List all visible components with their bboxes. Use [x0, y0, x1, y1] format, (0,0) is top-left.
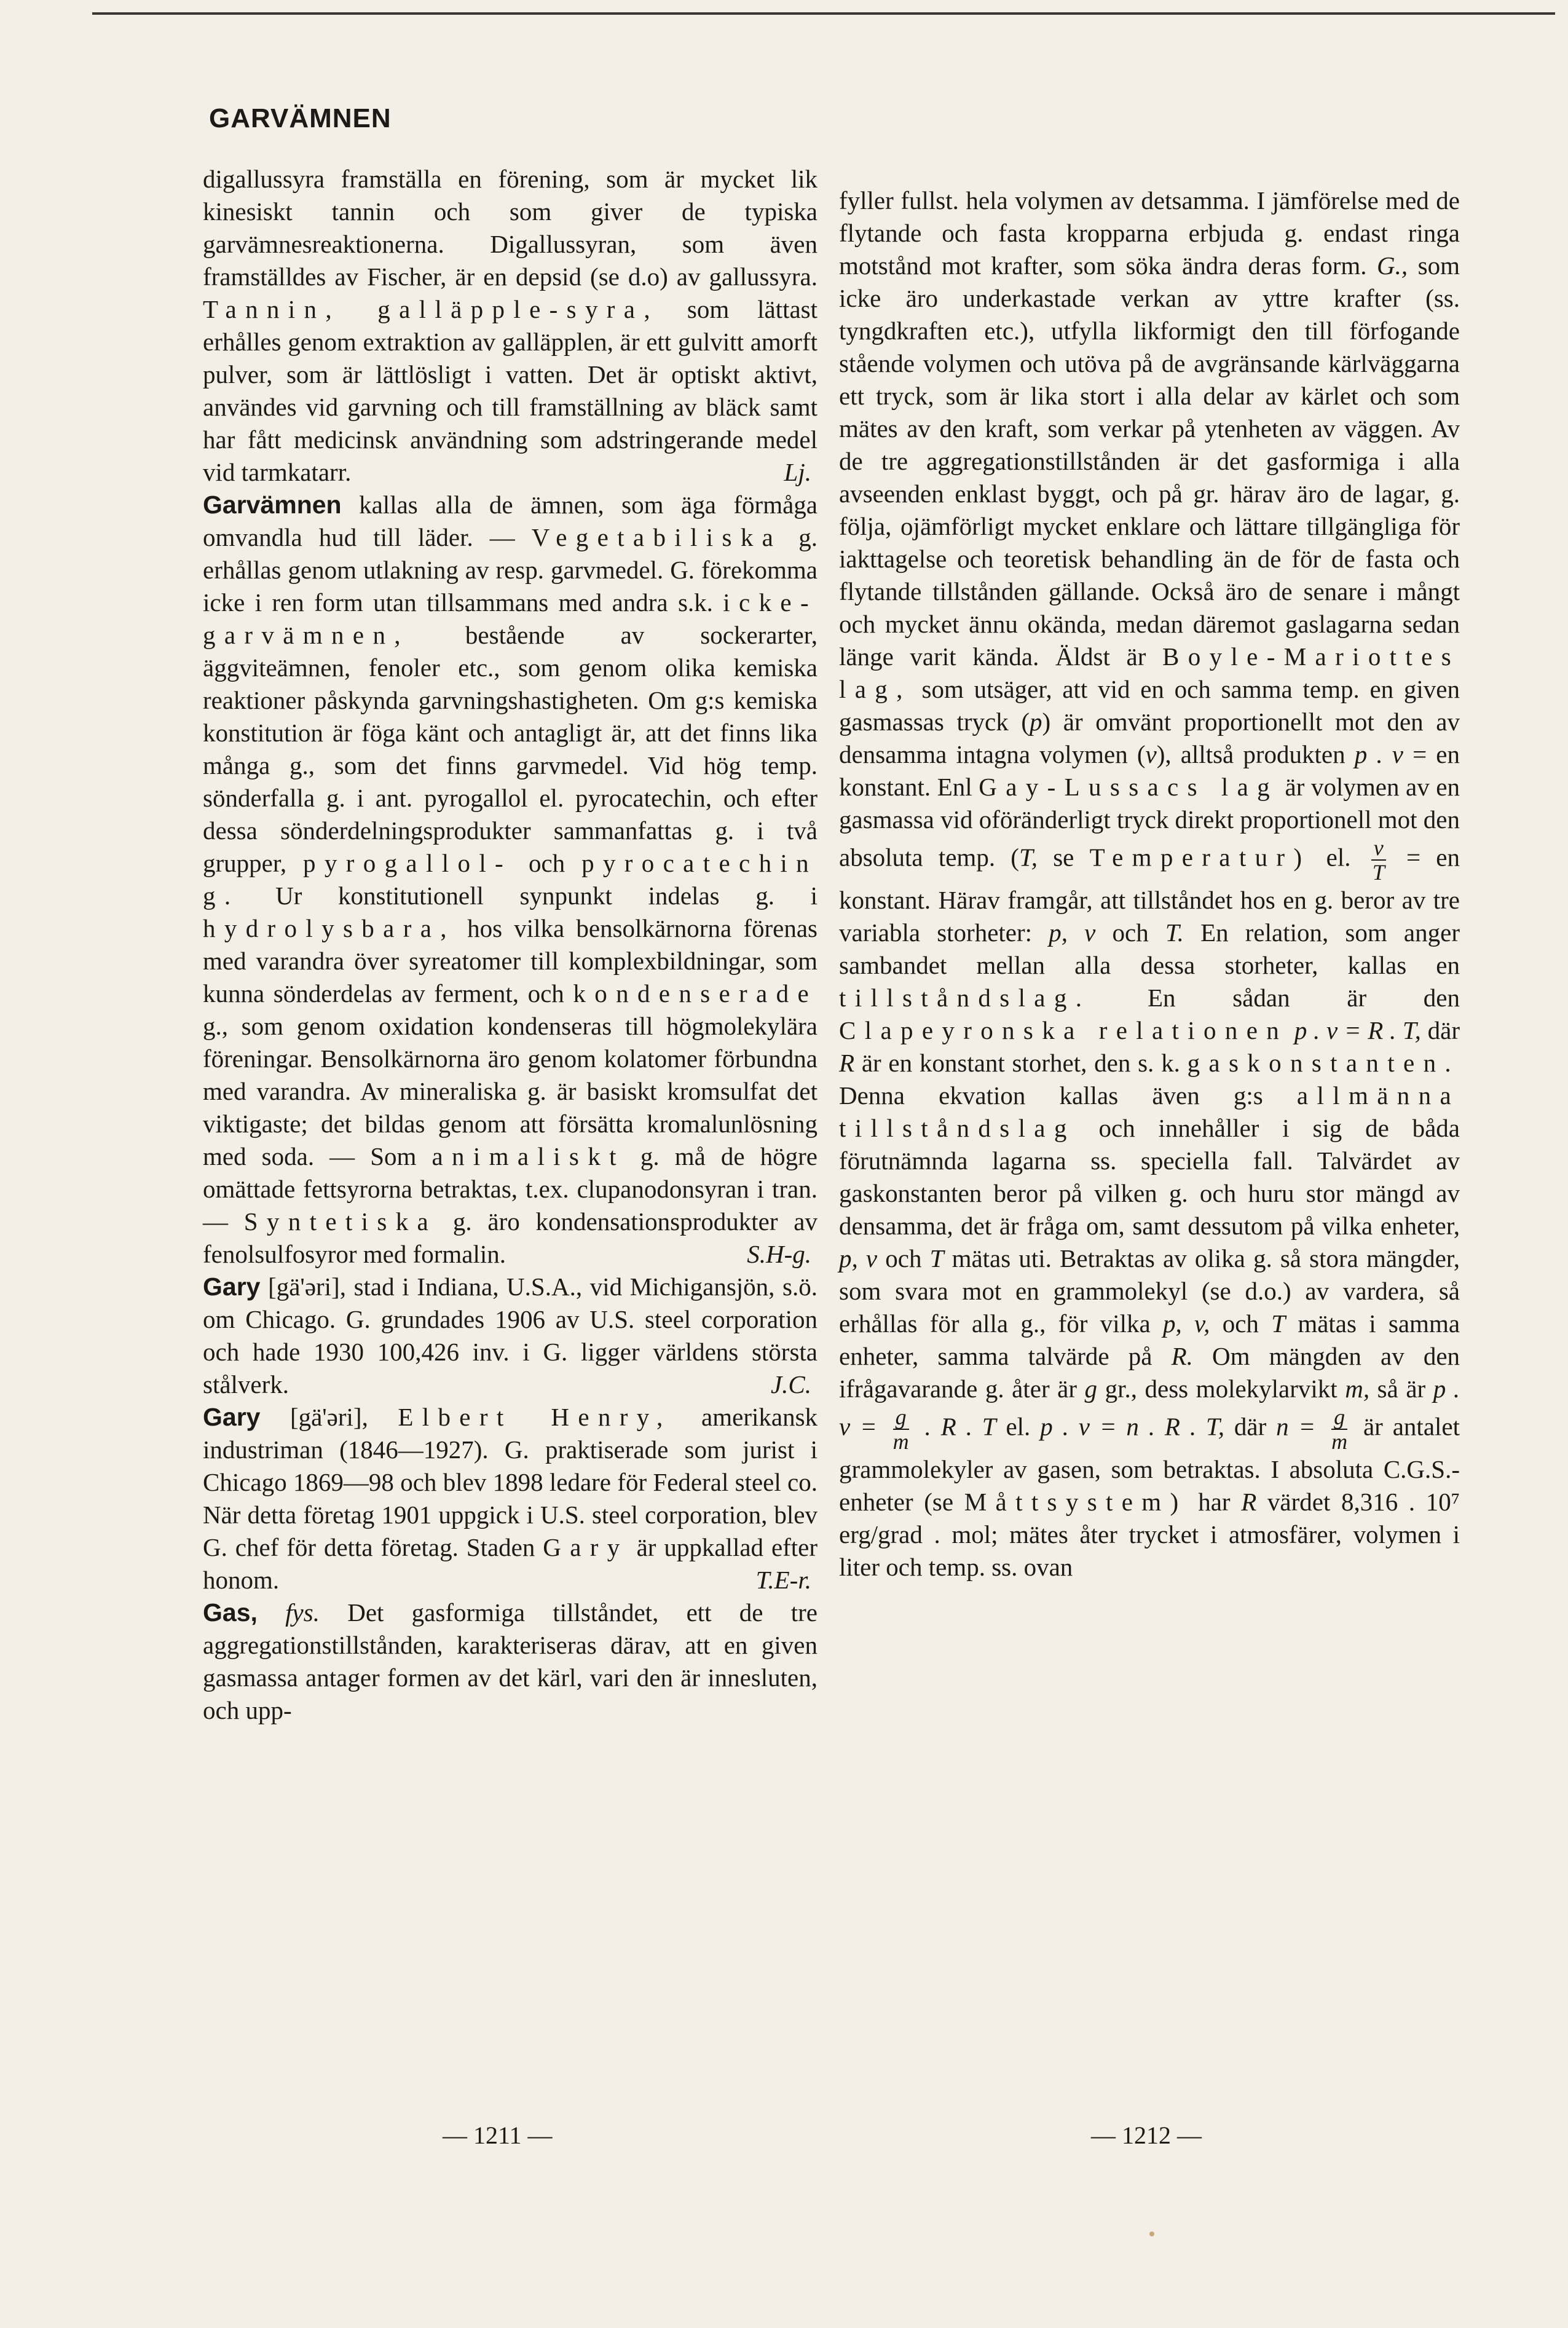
running-header: GARVÄMNEN [209, 103, 392, 133]
paper-speck [1149, 2231, 1154, 2236]
entry-gary-person: Gary [gä'əri], Elbert Henry, amerikansk industriman (1846—1927). G. praktiserade som jurist i Chicago 1869—98 och blev 1898 ledare för Federal steel co. När detta företag 1901 uppgick i U.S. steel corporation, blev G. chef för detta företag. Staden Gary är uppkallad efter honom. T.E-r. [203, 1401, 817, 1596]
fraction-g-over-m-2: $\frac{g}{m}$ [1331, 1405, 1348, 1454]
page-number-left: — 1211 — [443, 2121, 553, 2149]
entry-head-gary-person: Gary [203, 1403, 261, 1431]
equation-clapeyron: p . v = R . T, [1294, 1016, 1421, 1044]
page-number-right: — 1212 — [1091, 2121, 1202, 2149]
right-column [839, 184, 1460, 1584]
entry-head-gas: Gas, [203, 1598, 258, 1627]
signature-shg: S.H-g. [747, 1240, 811, 1268]
signature-ter: T.E-r. [755, 1566, 811, 1594]
spaced-term-tannin: Tannin, galläpple-syra, [203, 295, 659, 323]
fraction-v-over-t: $\frac{v}{T}$ [1372, 835, 1385, 885]
entry-garvamnen: Garvämnen kallas alla de ämnen, som äga förmåga omvandla hud till läder. — Vegetabiliska g. erhållas genom utlakning av resp. garvmedel. G. förekomma icke i ren form utan tillsammans med andra s.k. icke-garvämnen, bestående av sockerarter, äggviteämnen, fenoler etc., som genom olika kemiska reaktioner påskynda garvningshastigheten. Om g:s kemiska konstitution är föga känt och antagligt är, att det finns lika många g., som det finns garvmedel. Vid hög temp. sönderfalla g. i ant. pyrogallol el. pyrocatechin, och efter dessa sönderdelningsprodukter sammanfattas g. i två grupper, pyrogallol- och pyrocatechin g. Ur konstitutionell synpunkt indelas g. i hydrolysbara, hos vilka bensolkärnorna förenas med varandra över syreatomer till komplexbildningar, som kunna sönderdelas av ferment, och kondenserade g., som genom oxidation kondenseras till högmolekylära föreningar. Bensolkärnorna äro genom kolatomer förbundna med varandra. Av mineraliska g. är basiskt kromsulfat det viktigaste; det bildas genom att försätta kromalunlösning med soda. — Som animaliskt g. må de högre omättade fettsyrorna betraktas, t.ex. clupanodonsyran i tran. — Syntetiska g. äro kondensationsprodukter av fenolsulfosyror med formalin. S.H-g. [203, 489, 817, 1271]
paragraph-gas-continued: fyller fullst. hela volymen av detsamma. I jämförelse med de flytande och fasta kropparna erbjuda g. endast ringa motstånd mot krafter, som söka ändra deras form. G., som icke äro underkastade verkan av yttre krafter (ss. tyngdkraften etc.), utfylla likformigt den till förfogande stående volymen och utöva på de avgränsande kärlväggarna ett tryck, som är lika stort i alla delar av kärlet och som mätes av den kraft, som verkar på ytenheten av väggen. Av de tre aggregationstillstånden är det gasformiga i alla avseenden enklast byggt, och på gr. härav äro de lagar, g. följa, ojämförligt mycket enklare och lättare tillgängliga för iakttagelse och teoretisk behandling än de för de fasta och flytande tillstånden gällande. Också äro de senare i mångt och mycket ännu okända, medan däremot gaslagarna sedan länge varit kända. Äldst är Boyle-Mariottes lag, som utsäger, att vid en och samma temp. en given gasmassas tryck (p) är omvänt proportionellt mot den av densamma intagna volymen (v), alltså produkten p . v = en konstant. Enl Gay-Lussacs lag är volymen av en gasmassa vid oföränderligt tryck direkt proportionell mot den absoluta temp. (T, se Temperatur) el. $\frac{v}{T}$ = en konstant. Härav framgår, att tillståndet hos en g. beror av tre variabla storheter: p, v och T. En relation, som anger sambandet mellan alla dessa storheter, kallas en tillståndslag. En sådan är den Clapeyronska relationen p . v = R . T, där R är en konstant storhet, den s. k. gaskonstanten. Denna ekvation kallas även g:s allmänna tillståndslag och innehåller i sig de båda förutnämnda lagarna ss. speciella fall. Talvärdet av gaskonstanten beror på vilken g. och huru stor mängd av densamma, det är fråga om, samt dessutom på vilka enheter, p, v och T mätas uti. Betraktas av olika g. så stora mängder, som svara mot en grammolekyl (se d.o.) av vardera, så erhållas för alla g., för vilka p, v, och T mätas i samma enheter, samma talvärde på R. Om mängden av den ifrågavarande g. åter är g gr., dess molekylarvikt m, så är p . v = $\frac{g}{m}$ . R . T el. p . v = n . R . T, där n = $\frac{g}{m}$ är antalet grammolekyler av gasen, som betraktas. I absoluta C.G.S.-enheter (se Måttsystem) har R värdet 8,316 . 10⁷ erg/grad . mol; mätes åter trycket i atmosfärer, volymen i liter och temp. ss. ovan [839, 186, 1460, 1581]
paragraph-digallussyra: digallussyra framställa en förening, som är mycket lik kinesiskt tannin och som giver de typiska garvämnesreaktionerna. Digallussyran, som även framställdes av Fischer, är en depsid (se d.o) av gallussyra. Tannin, galläpple-syra, som lättast erhålles genom extraktion av galläpplen, är ett gulvitt amorft pulver, som är lättlösligt i vatten. Det är optiskt aktivt, användes vid garvning och till framställning av bläck samt har fått medicinsk användning som adstringerande medel vid tarmkatarr. Lj. [203, 163, 817, 489]
top-rule [92, 12, 1555, 15]
entry-gas: Gas, fys. Det gasformiga tillståndet, ett de tre aggregationstillstånden, karakteriseras därav, att en given gasmassa antager formen av det kärl, vari den är innesluten, och upp- [203, 1598, 818, 1724]
entry-head-gary: Gary [203, 1273, 261, 1301]
fraction-g-over-m: $\frac{g}{m}$ [892, 1405, 909, 1454]
signature-lj: Lj. [784, 458, 811, 486]
entry-head-garvamnen: Garvämnen [203, 491, 342, 519]
entry-gary-city: Gary [gä'əri], stad i Indiana, U.S.A., vid Michigansjön, s.ö. om Chicago. G. grundades 1906 av U.S. steel corporation och hade 1930 100,426 inv. i G. ligger världens största stålverk. J.C. [203, 1271, 817, 1401]
left-column [203, 163, 817, 1727]
signature-jc: J.C. [770, 1370, 811, 1399]
